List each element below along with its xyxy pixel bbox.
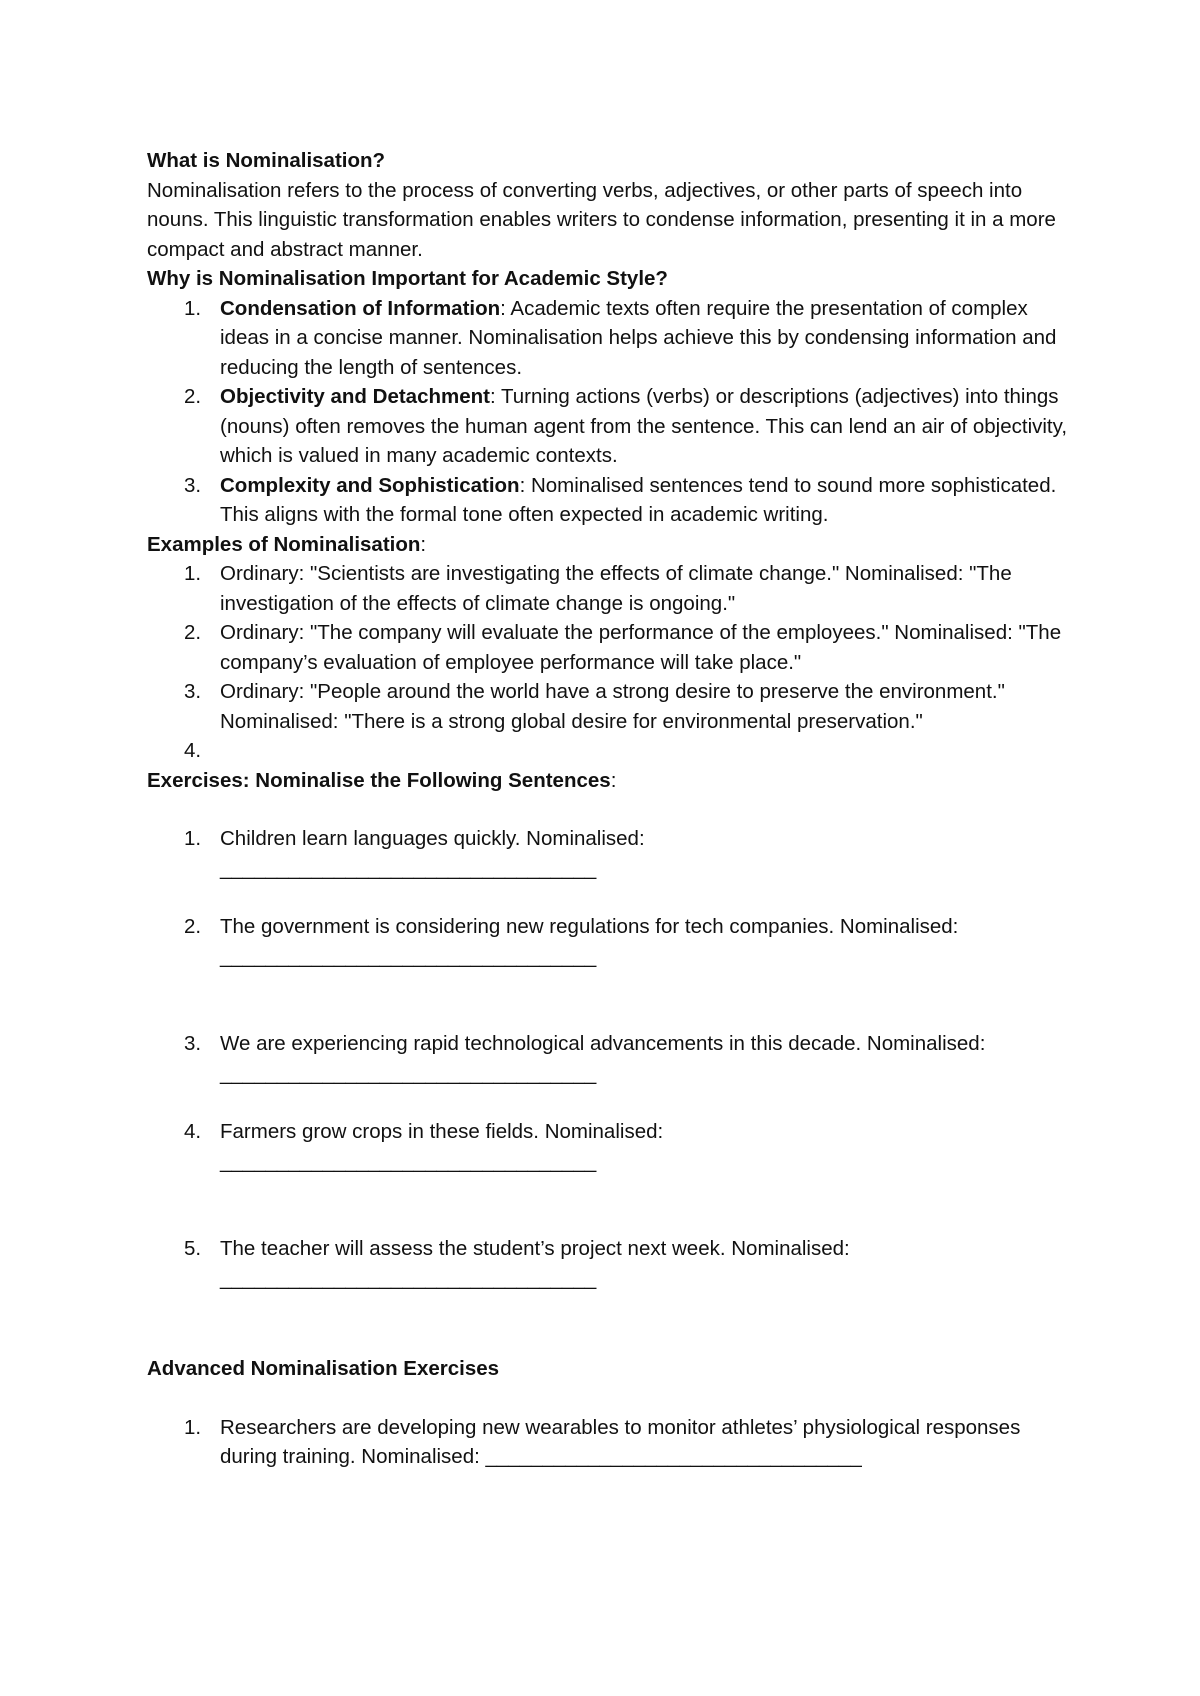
- exercises-list: [147, 1117, 1077, 1176]
- item-title: Objectivity and Detachment: [220, 385, 490, 408]
- document-content: [147, 146, 1077, 1472]
- list-item: [147, 471, 1077, 530]
- example-text: Ordinary: "The company will evaluate the performance of the employees." Nominalised: "The company’s evaluation of employee performance will take place.": [220, 621, 1062, 674]
- list-number: 3.: [184, 680, 202, 703]
- list-item: [147, 1117, 1077, 1176]
- heading-examples: [147, 530, 1077, 560]
- exercises-list: [147, 824, 1077, 883]
- spacer: [147, 883, 1077, 912]
- item-text: : Nominalised sentences tend to sound more sophisticated. This aligns with the formal tone often expected in academic writing.: [220, 473, 1057, 526]
- list-item: [147, 1234, 1077, 1293]
- definition-paragraph: Nominalisation refers to the process of converting verbs, adjectives, or other parts of speech into nouns. This linguistic transformation enables writers to condense information, presenting it in a more compact and abstract manner.: [147, 178, 1056, 261]
- heading-examples-text: Examples of Nominalisation: [147, 532, 421, 556]
- spacer: [147, 971, 1077, 1029]
- answer-blank[interactable]: _________________________________: [485, 1445, 862, 1468]
- exercise-text: The government is considering new regulations for tech companies. Nominalised:: [220, 915, 959, 938]
- spacer: [147, 1176, 1077, 1234]
- list-number: 1.: [184, 296, 202, 320]
- list-item: [147, 1029, 1077, 1088]
- list-number: 2.: [184, 915, 202, 938]
- list-item: [147, 294, 1077, 383]
- answer-blank[interactable]: _________________________________: [220, 1266, 597, 1290]
- exercises-list: [147, 1029, 1077, 1088]
- list-number: 4.: [184, 1120, 202, 1143]
- heading-what-is-nominalisation: What is Nominalisation?: [147, 149, 386, 172]
- exercises-list: [147, 1234, 1077, 1293]
- list-number: 5.: [184, 1237, 202, 1260]
- list-item: [147, 559, 1077, 618]
- importance-list: [147, 294, 1077, 530]
- list-number: 3.: [184, 1032, 202, 1055]
- spacer: [147, 1293, 1077, 1354]
- list-item: [147, 382, 1077, 471]
- list-number: 1.: [184, 1415, 202, 1439]
- heading-exercises: [147, 766, 1077, 796]
- exercise-text: Children learn languages quickly. Nominalised:: [220, 827, 645, 850]
- exercise-text: Farmers grow crops in these fields. Nominalised:: [220, 1120, 664, 1143]
- example-text: Ordinary: "People around the world have a strong desire to preserve the environment." Nominalised: "There is a strong global desire for environmental preservation.": [220, 680, 1005, 733]
- spacer: [147, 1384, 1077, 1413]
- list-number: 1.: [184, 562, 202, 585]
- heading-advanced-exercises: Advanced Nominalisation Exercises: [147, 1357, 500, 1380]
- list-item: [147, 736, 1077, 766]
- list-item: [147, 912, 1077, 971]
- examples-list: [147, 559, 1077, 766]
- answer-blank[interactable]: _________________________________: [220, 1149, 597, 1173]
- spacer: [147, 795, 1077, 824]
- list-number: 2.: [184, 621, 202, 644]
- heading-colon: :: [420, 532, 427, 556]
- heading-why-important: Why is Nominalisation Important for Academic Style?: [147, 267, 668, 290]
- list-number: 3.: [184, 473, 202, 497]
- item-title: Condensation of Information: [220, 296, 501, 320]
- exercises-list: [147, 912, 1077, 971]
- list-number: 2.: [184, 385, 202, 408]
- example-text: Ordinary: "Scientists are investigating the effects of climate change." Nominalised: "The investigation of the effects of climate change is ongoing.": [220, 562, 1012, 615]
- list-number: 4.: [184, 739, 202, 762]
- exercise-text: We are experiencing rapid technological advancements in this decade. Nominalised:: [220, 1032, 986, 1055]
- heading-colon: :: [610, 768, 617, 792]
- heading-exercises-text: Exercises: Nominalise the Following Sentences: [147, 768, 611, 792]
- spacer: [147, 1088, 1077, 1117]
- item-text: : Turning actions (verbs) or descriptions (adjectives) into things (nouns) often removes the human agent from the sentence. This can lend an air of objectivity, which is valued in many academic contexts.: [220, 385, 1068, 467]
- list-number: 1.: [184, 827, 202, 850]
- item-title: Complexity and Sophistication: [220, 473, 520, 497]
- list-item: [147, 618, 1077, 677]
- advanced-exercises-list: [147, 1413, 1077, 1472]
- answer-blank[interactable]: _________________________________: [220, 1061, 597, 1085]
- exercise-text: The teacher will assess the student’s project next week. Nominalised:: [220, 1237, 850, 1260]
- answer-blank[interactable]: _________________________________: [220, 856, 597, 880]
- item-text: : Academic texts often require the presentation of complex ideas in a concise manner. Nominalisation helps achieve this by condensing information and reducing the length of sentences.: [220, 296, 1057, 379]
- list-item: [147, 1413, 1077, 1472]
- list-item: [147, 824, 1077, 883]
- exercise-text: Researchers are developing new wearables to monitor athletes’ physiological responses during training. Nominalised:: [220, 1415, 1021, 1468]
- list-item: [147, 677, 1077, 736]
- answer-blank[interactable]: _________________________________: [220, 944, 597, 968]
